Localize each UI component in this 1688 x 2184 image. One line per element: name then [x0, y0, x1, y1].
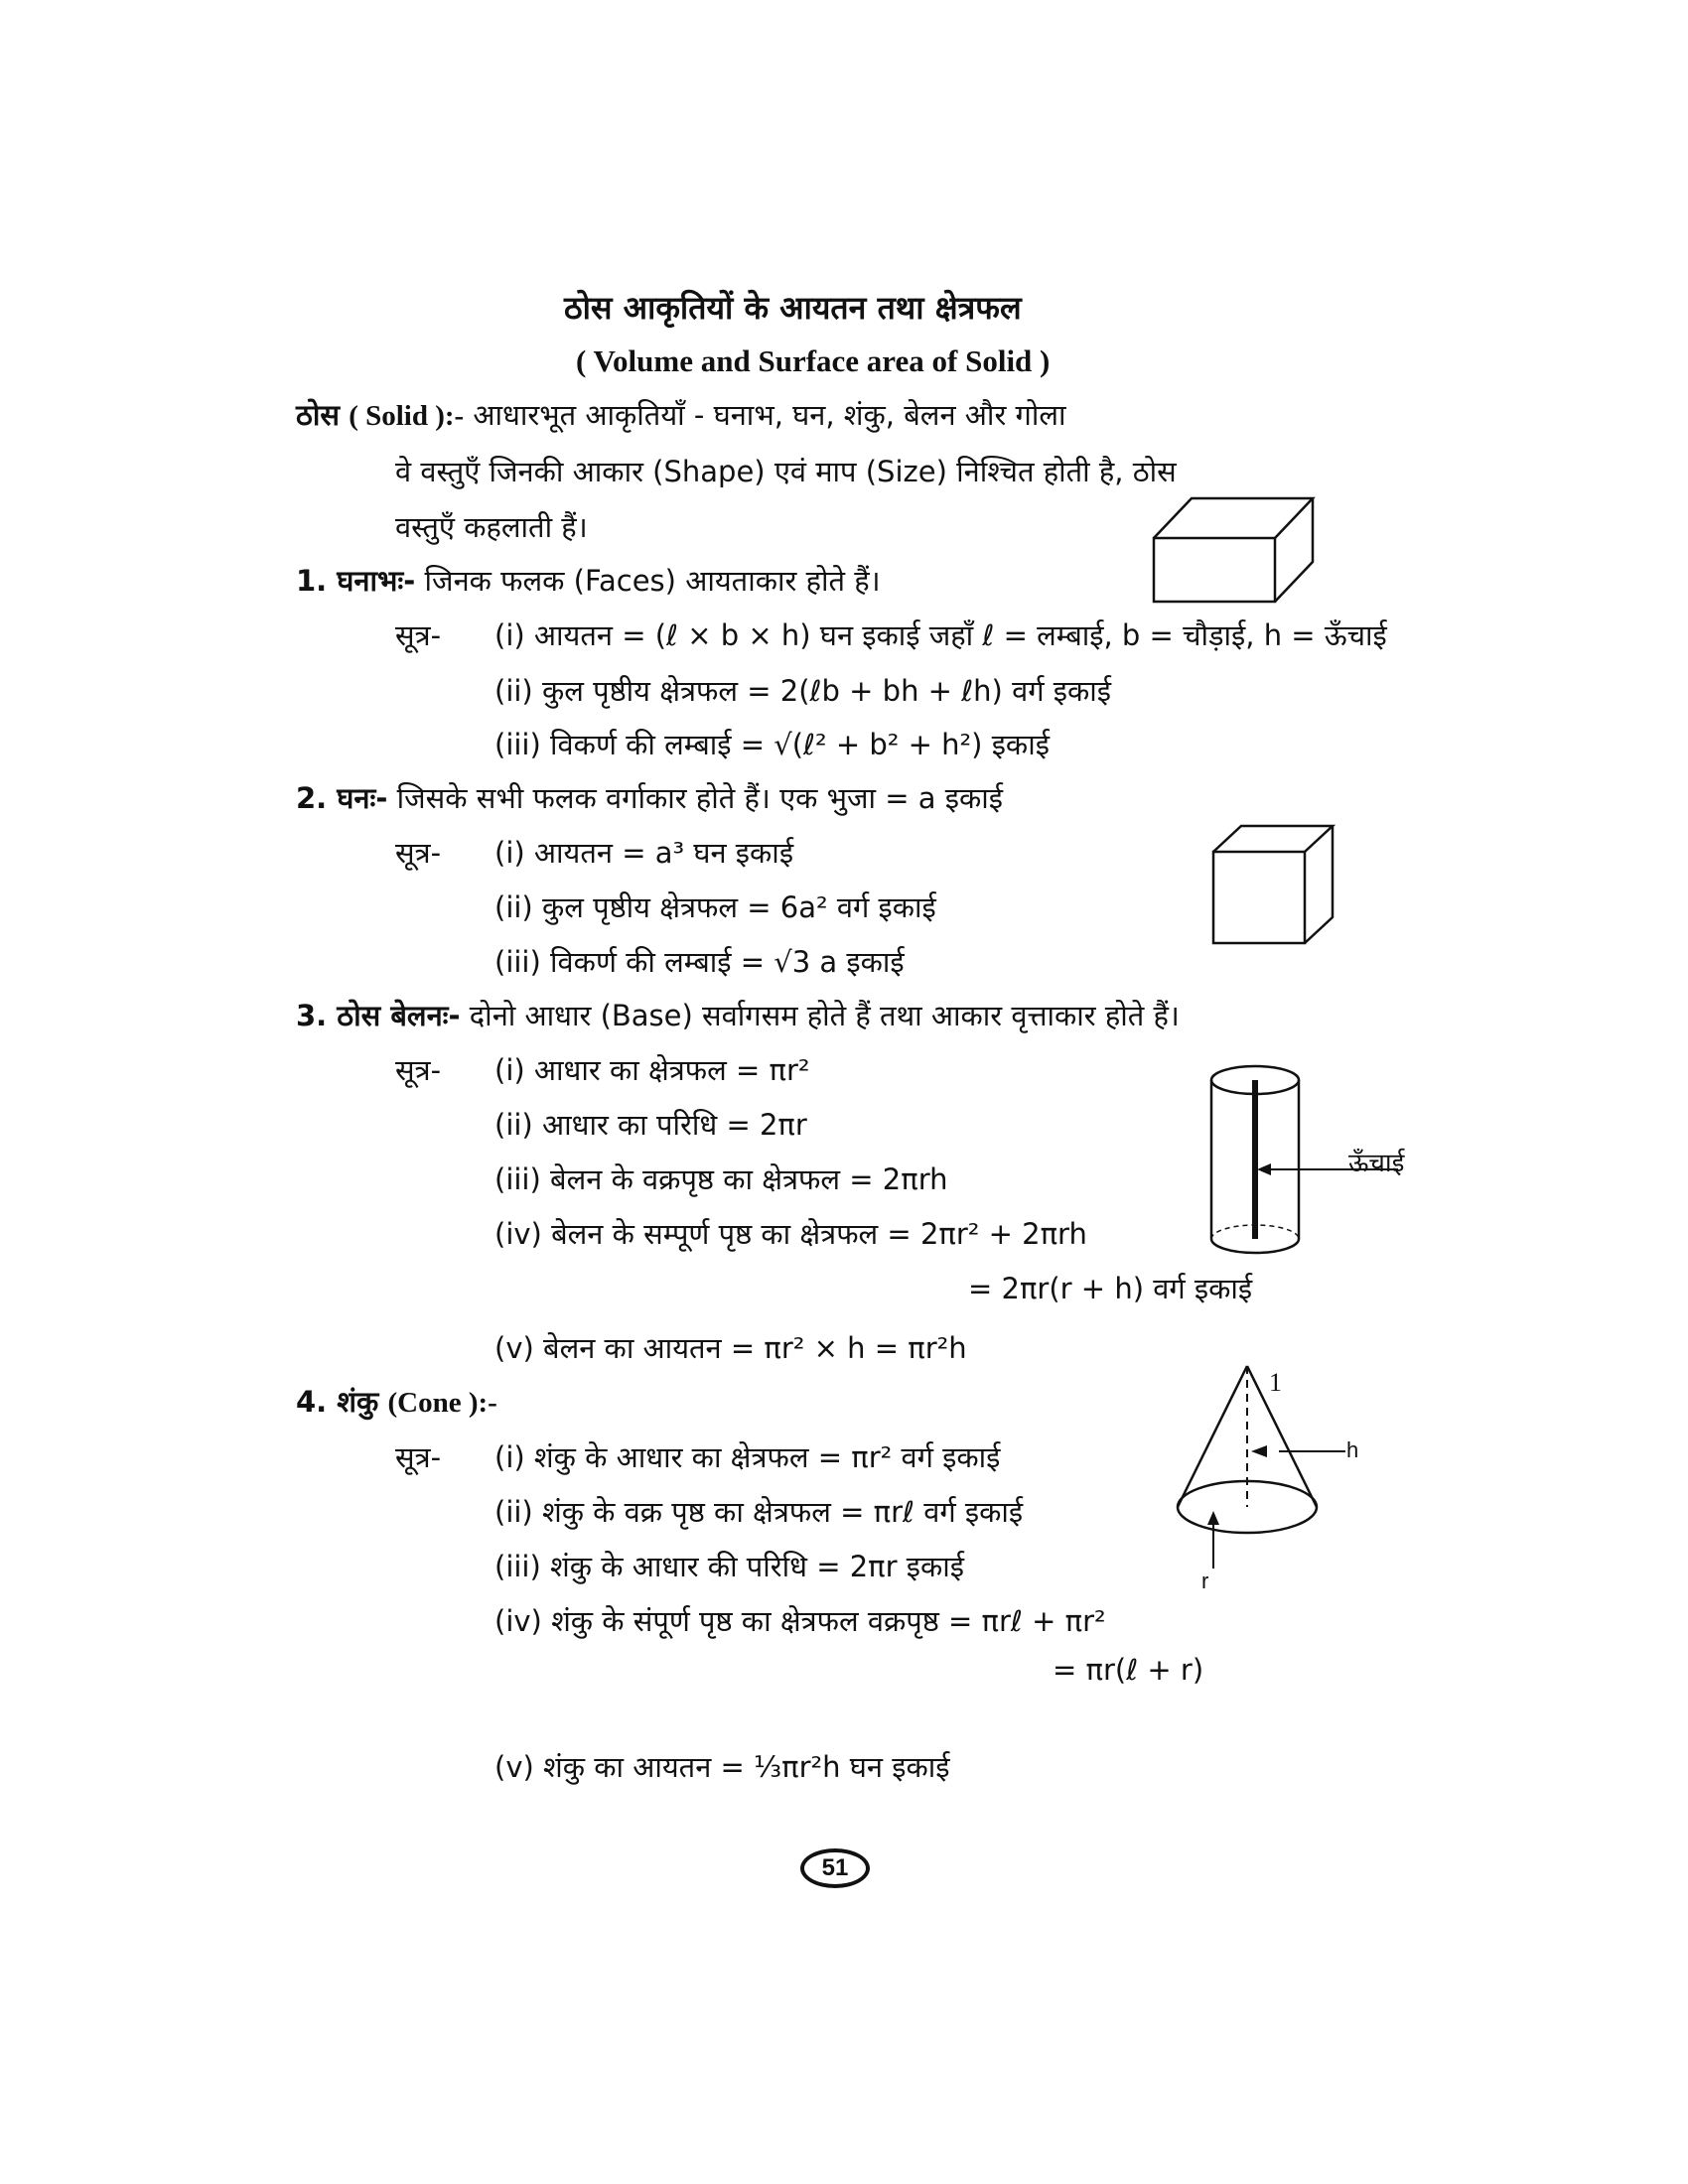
cone-formula-3: [494, 1547, 964, 1585]
formula-text: कुल पृष्ठीय क्षेत्रफल = 6a² वर्ग इकाई: [541, 890, 936, 924]
cuboid-top-face: [1154, 498, 1313, 538]
formula-number: (iii): [494, 728, 541, 761]
cube-top-face: [1213, 826, 1333, 852]
cone-formula-4-cont: = πr(ℓ + r): [1053, 1653, 1204, 1687]
cylinder-formula-4: [494, 1214, 1087, 1253]
cone-heading-line: [296, 1382, 497, 1421]
cube-formula-label: सूत्र-: [395, 836, 442, 870]
cone-right-slant: [1247, 1366, 1317, 1507]
formula-text: बेलन का आयतन = πr² × h = πr²h: [543, 1331, 967, 1365]
page-number: 51: [800, 1848, 870, 1888]
cube-front-face: [1213, 852, 1305, 943]
cone-r-arrowhead: [1207, 1511, 1219, 1525]
formula-text: बेलन के सम्पूर्ण पृष्ठ का क्षेत्रफल = 2πr² + 2πrh: [551, 1217, 1087, 1251]
formula-text: विकर्ण की लम्बाई = √3 a इकाई: [550, 945, 905, 979]
cylinder-heading-line: [296, 996, 1180, 1034]
cylinder-bottom-arc: [1211, 1239, 1299, 1253]
formula-text: आधार का परिधि = 2πr: [541, 1108, 807, 1142]
cylinder-formula-3: [494, 1160, 948, 1198]
solid-intro-line: [296, 395, 1066, 434]
cone-formula-label: सूत्र-: [395, 1440, 442, 1474]
cone-left-slant: [1178, 1366, 1247, 1507]
cone-formula-2: [494, 1492, 1023, 1531]
formula-number: (ii): [494, 1108, 533, 1142]
cuboid-heading-line: [296, 561, 881, 600]
cylinder-heading: 3. ठोस बेलनः-: [296, 999, 461, 1032]
formula-number: (i): [494, 836, 525, 870]
page-subtitle: ( Volume and Surface area of Solid ): [576, 343, 1051, 378]
cube-heading-line: [296, 778, 1003, 817]
cuboid-heading: 1. घनाभः-: [296, 564, 416, 598]
formula-text: शंकु का आयतन = ⅓πr²h घन इकाई: [543, 1750, 950, 1784]
cuboid-figure: [1150, 494, 1319, 606]
formula-number: (iv): [494, 1604, 542, 1638]
formula-number: (v): [494, 1750, 534, 1784]
formula-number: (ii): [494, 674, 533, 708]
solid-intro: आधारभूत आकृतियाँ - घनाभ, घन, शंकु, बेलन और गोला: [473, 398, 1066, 432]
cone-r-label: r: [1201, 1569, 1209, 1593]
formula-number: (v): [494, 1331, 534, 1365]
formula-number: (ii): [494, 1495, 533, 1529]
solid-definition-line1: वे वस्तुएँ जिनकी आकार (Shape) एवं माप (Size) निश्चित होती है, ठोस: [395, 455, 1177, 488]
cone-formula-5: [494, 1747, 949, 1786]
formula-text: आयतन = a³ घन इकाई: [533, 836, 794, 870]
formula-number: (iii): [494, 1162, 541, 1196]
formula-number: (ii): [494, 890, 533, 924]
solid-definition-line2: वस्तुएँ कहलाती हैं।: [395, 510, 588, 544]
formula-text: शंकु के आधार का क्षेत्रफल = πr² वर्ग इकाई: [533, 1440, 1001, 1474]
formula-number: (iii): [494, 945, 541, 979]
cone-formula-4: [494, 1601, 1106, 1640]
cube-formula-2: [494, 887, 936, 926]
cuboid-formula-1: [494, 615, 1387, 654]
formula-text: कुल पृष्ठीय क्षेत्रफल = 2(ℓb + bh + ℓh) वर्ग इकाई: [541, 674, 1112, 708]
cone-h-label: h: [1346, 1437, 1359, 1462]
cone-h-arrowhead: [1251, 1445, 1267, 1457]
cuboid-desc: जिनक फलक (Faces) आयताकार होते हैं।: [424, 564, 881, 598]
formula-text: आधार का क्षेत्रफल = πr²: [533, 1053, 810, 1087]
formula-number: (iv): [494, 1217, 542, 1251]
cube-side-face: [1305, 826, 1333, 943]
cuboid-front-face: [1154, 538, 1275, 602]
cone-figure: [1172, 1360, 1360, 1588]
cuboid-formula-label: सूत्र-: [395, 618, 442, 652]
cube-formula-3: [494, 942, 905, 981]
cylinder-height-label: ऊँचाई: [1348, 1149, 1405, 1178]
cone-heading-en: (Cone ):-: [387, 1387, 497, 1419]
formula-text: शंकु के वक्र पृष्ठ का क्षेत्रफल = πrℓ वर्ग इकाई: [541, 1495, 1024, 1529]
formula-number: (iii): [494, 1550, 541, 1583]
solid-label: ठोस: [296, 398, 340, 432]
cone-heading: 4. शंकु: [296, 1385, 379, 1419]
cylinder-pointer-arrowhead: [1257, 1163, 1271, 1175]
cylinder-formula-2: [494, 1105, 807, 1144]
cylinder-formula-5: [494, 1328, 967, 1367]
cylinder-formula-1: [494, 1050, 810, 1089]
cone-formula-1: [494, 1437, 1000, 1476]
cylinder-formula-4-cont: = 2πr(r + h) वर्ग इकाई: [968, 1272, 1253, 1305]
formula-text: विकर्ण की लम्बाई = √(ℓ² + b² + h²) इकाई: [550, 728, 1050, 761]
formula-text: आयतन = (ℓ × b × h) घन इकाई जहाँ ℓ = लम्बाई, b = चौड़ाई, h = ऊँचाई: [533, 618, 1387, 652]
formula-text: शंकु के आधार की परिधि = 2πr इकाई: [550, 1550, 965, 1583]
cube-figure: [1209, 822, 1338, 947]
cuboid-formula-2: [494, 671, 1111, 710]
cone-l-label: 1: [1269, 1368, 1282, 1397]
formula-number: (i): [494, 618, 525, 652]
cylinder-desc: दोनो आधार (Base) सर्वागसम होते हैं तथा आकार वृत्ताकार होते हैं।: [469, 999, 1180, 1032]
page-title: ठोस आकृतियों के आयतन तथा क्षेत्रफल: [564, 289, 1022, 327]
formula-number: (i): [494, 1440, 525, 1474]
cube-formula-1: [494, 833, 793, 872]
cube-desc: जिसके सभी फलक वर्गाकार होते हैं। एक भुजा = a इकाई: [396, 781, 1004, 815]
solid-label-en: ( Solid ):-: [349, 400, 465, 432]
formula-text: बेलन के वक्रपृष्ठ का क्षेत्रफल = 2πrh: [550, 1162, 948, 1196]
cube-heading: 2. घनः-: [296, 781, 388, 815]
cylinder-formula-label: सूत्र-: [395, 1053, 442, 1087]
cuboid-side-face: [1275, 498, 1313, 602]
formula-number: (i): [494, 1053, 525, 1087]
cuboid-formula-3: [494, 725, 1050, 763]
formula-text: शंकु के संपूर्ण पृष्ठ का क्षेत्रफल वक्रपृष्ठ = πrℓ + πr²: [551, 1604, 1106, 1638]
